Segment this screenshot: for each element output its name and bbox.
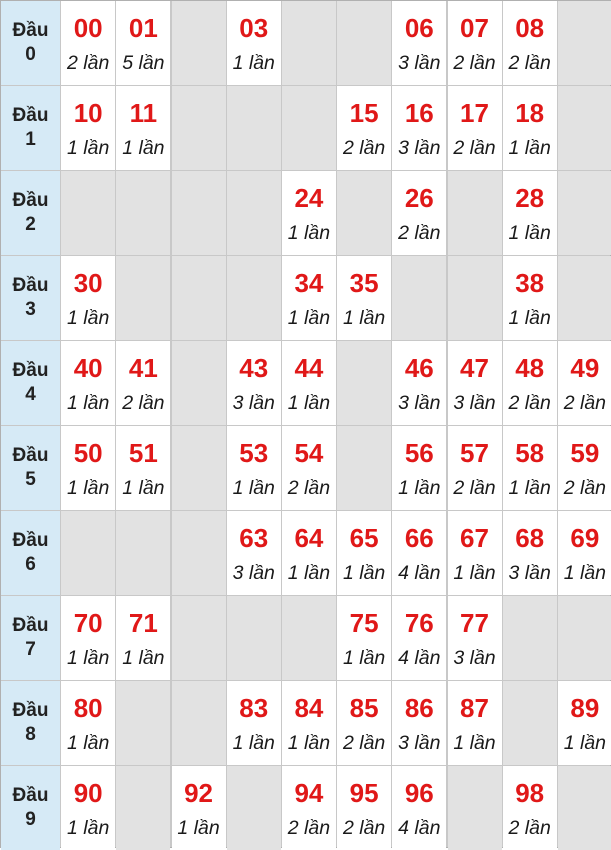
empty-cell [116,256,170,340]
cell-number: 28 [515,183,545,213]
cell-number: 67 [460,523,489,553]
number-cell [282,681,336,765]
empty-cell [558,256,611,340]
cell-count: 1 lần [67,732,110,754]
number-cell [392,86,446,170]
cell-count: 2 lần [563,392,607,414]
cell-count: 2 lần [508,392,551,414]
cell-count: 3 lần [232,562,275,584]
number-cell [227,341,281,425]
cell-count: 3 lần [508,562,551,584]
cell-number: 76 [404,608,434,638]
cell-count: 2 lần [508,817,551,839]
row-header-word: Đầu [12,530,49,551]
empty-cell [558,1,611,85]
empty-cell [227,766,281,850]
cell-number: 03 [239,13,269,43]
empty-cell [227,256,281,340]
row-header [1,256,60,340]
empty-cell [172,681,226,765]
empty-cell [61,171,115,255]
cell-number: 63 [239,523,269,553]
row-header-word: Đầu [12,360,49,381]
number-cell [558,511,611,595]
number-cell [282,341,336,425]
cell-count: 2 lần [122,392,165,414]
empty-cell [448,256,502,340]
number-cell [503,1,557,85]
number-cell [172,766,226,850]
cell-count: 3 lần [398,392,441,414]
row-header [1,171,60,255]
cell-count: 2 lần [67,52,110,74]
cell-number: 30 [73,268,103,298]
number-cell [227,1,281,85]
row-header-word: Đầu [12,615,49,636]
cell-count: 1 lần [67,817,110,839]
cell-number: 07 [460,13,489,43]
cell-count: 2 lần [342,732,386,754]
cell-count: 1 lần [287,307,331,329]
number-cell [392,171,446,255]
cell-count: 1 lần [177,817,220,839]
empty-cell [172,596,226,680]
empty-cell [558,596,611,680]
number-cell [61,341,115,425]
row-header-digit: 3 [25,299,36,320]
row-header-digit: 1 [25,129,36,150]
number-cell [282,511,336,595]
number-cell [448,426,502,510]
row-header-digit: 7 [25,639,36,660]
cell-number: 85 [349,693,379,723]
cell-number: 18 [515,98,545,128]
cell-number: 48 [515,353,545,383]
number-cell [337,86,391,170]
empty-cell [227,86,281,170]
cell-count: 3 lần [398,52,441,74]
cell-number: 68 [515,523,545,553]
cell-number: 70 [73,608,103,638]
empty-cell [116,766,170,850]
cell-number: 40 [73,353,103,383]
cell-number: 00 [73,13,103,43]
empty-cell [282,86,336,170]
empty-cell [172,1,226,85]
cell-count: 1 lần [232,732,275,754]
cell-count: 3 lần [453,647,496,669]
number-cell [337,511,391,595]
empty-cell [172,256,226,340]
number-cell [503,766,557,850]
cell-count: 2 lần [287,817,331,839]
cell-number: 15 [349,98,379,128]
cell-count: 1 lần [453,562,496,584]
empty-cell [558,766,611,850]
cell-number: 96 [404,778,434,808]
cell-count: 1 lần [232,52,275,74]
cell-count: 2 lần [453,137,496,159]
cell-count: 4 lần [398,562,441,584]
cell-number: 77 [460,608,489,638]
row-header-word: Đầu [12,105,49,126]
cell-number: 41 [128,353,158,383]
number-cell [392,426,446,510]
row-header [1,341,60,425]
cell-count: 1 lần [122,137,165,159]
empty-cell [172,171,226,255]
cell-number: 94 [294,778,324,808]
cell-number: 16 [404,98,434,128]
cell-number: 57 [460,438,489,468]
cell-number: 49 [570,353,600,383]
number-cell [392,766,446,850]
cell-number: 38 [515,268,545,298]
number-cell [227,681,281,765]
cell-number: 08 [515,13,545,43]
number-cell [448,1,502,85]
number-cell [282,256,336,340]
number-cell [116,86,170,170]
row-header-word: Đầu [12,275,49,296]
cell-number: 71 [128,608,158,638]
row-header-word: Đầu [12,785,49,806]
cell-number: 11 [129,98,158,128]
number-cell [282,426,336,510]
row-header [1,86,60,170]
cell-number: 92 [184,778,214,808]
row-header-digit: 9 [25,809,36,830]
empty-cell [337,1,391,85]
cell-number: 65 [349,523,379,553]
row-header-word: Đầu [12,445,49,466]
cell-number: 24 [294,183,324,213]
number-cell [503,426,557,510]
cell-count: 1 lần [67,307,110,329]
number-cell [227,511,281,595]
cell-number: 53 [239,438,269,468]
cell-count: 3 lần [398,732,441,754]
empty-cell [116,681,170,765]
cell-count: 2 lần [342,137,386,159]
cell-number: 80 [73,693,103,723]
number-cell [503,86,557,170]
cell-number: 69 [570,523,600,553]
empty-cell [448,171,502,255]
number-cell [503,171,557,255]
cell-number: 83 [239,693,269,723]
cell-count: 2 lần [508,52,551,74]
cell-number: 64 [294,523,324,553]
empty-cell [558,86,611,170]
cell-number: 58 [515,438,545,468]
cell-count: 3 lần [453,392,496,414]
empty-cell [282,596,336,680]
cell-number: 66 [404,523,434,553]
cell-count: 1 lần [342,307,386,329]
cell-number: 35 [349,268,379,298]
row-header [1,511,60,595]
number-cell [282,171,336,255]
cell-count: 1 lần [67,477,110,499]
cell-number: 43 [239,353,269,383]
cell-number: 95 [349,778,379,808]
cell-number: 51 [128,438,158,468]
cell-count: 1 lần [287,392,331,414]
number-cell [448,341,502,425]
number-cell [392,511,446,595]
empty-cell [503,681,557,765]
cell-number: 56 [404,438,434,468]
cell-number: 47 [460,353,489,383]
number-cell [61,256,115,340]
empty-cell [503,596,557,680]
number-cell [337,596,391,680]
cell-count: 2 lần [398,222,441,244]
empty-cell [172,511,226,595]
cell-count: 1 lần [67,392,110,414]
number-cell [61,681,115,765]
row-header [1,1,60,85]
empty-cell [172,341,226,425]
number-cell [448,511,502,595]
number-cell [448,681,502,765]
cell-number: 59 [570,438,600,468]
cell-count: 1 lần [398,477,441,499]
number-cell [448,86,502,170]
cell-count: 5 lần [122,52,165,74]
cell-number: 46 [404,353,434,383]
number-cell [392,341,446,425]
number-cell [116,1,170,85]
cell-count: 1 lần [342,562,386,584]
number-cell [448,596,502,680]
cell-count: 2 lần [453,477,496,499]
cell-count: 1 lần [67,137,110,159]
row-header [1,766,60,850]
cell-number: 86 [404,693,434,723]
empty-cell [227,596,281,680]
cell-count: 1 lần [453,732,496,754]
row-header-digit: 2 [25,214,36,235]
cell-count: 4 lần [398,817,441,839]
cell-number: 44 [294,353,324,383]
row-header-digit: 4 [25,384,36,405]
cell-number: 54 [294,438,324,468]
cell-number: 01 [128,13,158,43]
cell-count: 1 lần [342,647,386,669]
number-cell [61,766,115,850]
cell-number: 50 [73,438,103,468]
number-cell [392,1,446,85]
empty-cell [116,171,170,255]
row-header-word: Đầu [12,20,49,41]
number-cell [116,596,170,680]
number-cell [282,766,336,850]
row-header-digit: 5 [25,469,36,490]
cell-count: 4 lần [398,647,441,669]
number-cell [61,1,115,85]
number-cell [61,86,115,170]
number-cell [558,426,611,510]
number-cell [392,681,446,765]
cell-count: 1 lần [67,647,110,669]
row-header-digit: 6 [25,554,36,575]
empty-cell [448,766,502,850]
empty-cell [172,86,226,170]
empty-cell [227,171,281,255]
number-cell [337,766,391,850]
empty-cell [337,171,391,255]
cell-count: 1 lần [287,222,331,244]
cell-number: 90 [73,778,103,808]
cell-count: 2 lần [287,477,331,499]
cell-count: 2 lần [453,52,496,74]
cell-number: 34 [294,268,324,298]
cell-count: 1 lần [122,477,165,499]
cell-number: 26 [404,183,434,213]
number-cell [227,426,281,510]
cell-count: 1 lần [287,732,331,754]
cell-number: 06 [404,13,434,43]
number-cell [116,426,170,510]
row-header [1,596,60,680]
cell-number: 10 [73,98,103,128]
number-cell [558,341,611,425]
row-header-digit: 8 [25,724,36,745]
empty-cell [337,341,391,425]
cell-number: 84 [294,693,324,723]
empty-cell [392,256,446,340]
cell-count: 1 lần [122,647,165,669]
number-cell [392,596,446,680]
cell-count: 1 lần [508,222,551,244]
cell-count: 3 lần [398,137,441,159]
cell-count: 1 lần [287,562,331,584]
cell-count: 1 lần [232,477,275,499]
cell-number: 75 [349,608,379,638]
cell-count: 1 lần [508,137,551,159]
empty-cell [61,511,115,595]
empty-cell [337,426,391,510]
cell-count: 1 lần [563,732,607,754]
number-cell [337,256,391,340]
number-cell [503,341,557,425]
cell-number: 87 [460,693,489,723]
number-cell [503,256,557,340]
cell-number: 17 [460,98,489,128]
cell-number: 89 [570,693,600,723]
empty-cell [172,426,226,510]
empty-cell [116,511,170,595]
empty-cell [558,171,611,255]
number-cell [337,681,391,765]
cell-count: 1 lần [563,562,607,584]
cell-count: 3 lần [232,392,275,414]
number-cell [116,341,170,425]
cell-count: 1 lần [508,307,551,329]
number-cell [61,596,115,680]
row-header-word: Đầu [12,700,49,721]
number-cell [61,426,115,510]
row-header [1,426,60,510]
cell-number: 98 [515,778,545,808]
empty-cell [282,1,336,85]
cell-count: 2 lần [342,817,386,839]
number-cell [558,681,611,765]
cell-count: 2 lần [563,477,607,499]
number-cell [503,511,557,595]
row-header-digit: 0 [25,44,36,65]
row-header-word: Đầu [12,190,49,211]
cell-count: 1 lần [508,477,551,499]
row-header [1,681,60,765]
